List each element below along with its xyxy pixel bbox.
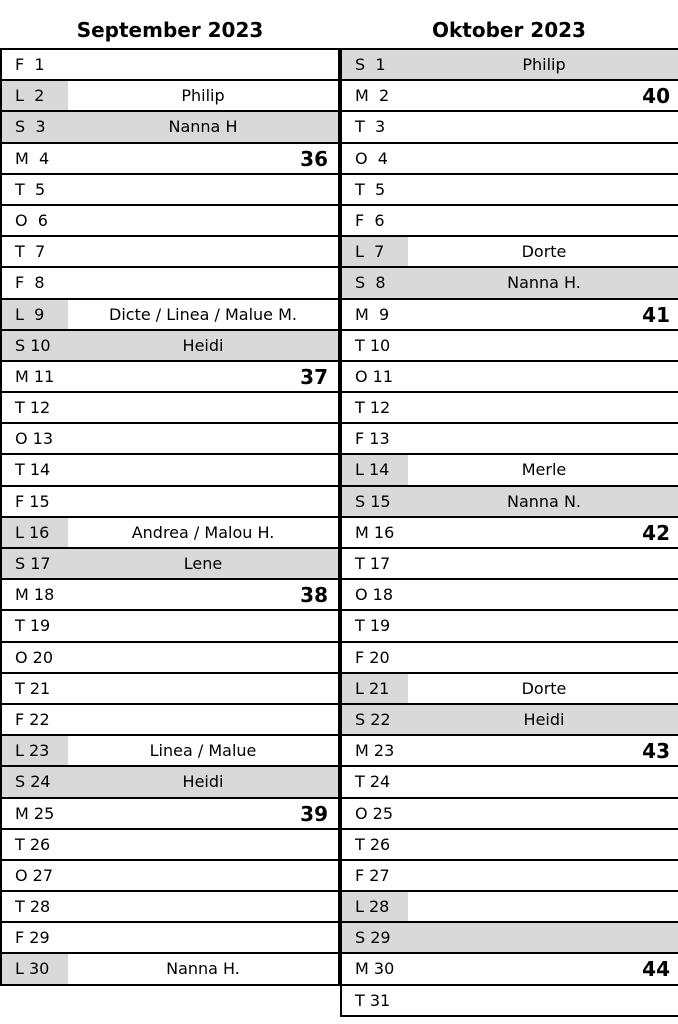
day-label: T 14 xyxy=(15,460,51,480)
month-title-oktober: Oktober 2023 xyxy=(432,18,586,42)
day-row xyxy=(2,487,340,518)
week-number: 38 xyxy=(300,583,328,608)
day-row xyxy=(342,362,678,393)
day-row xyxy=(2,144,340,175)
day-row xyxy=(342,518,678,549)
week-number: 37 xyxy=(300,364,328,389)
day-label: L 28 xyxy=(342,892,408,921)
day-row xyxy=(2,237,340,268)
day-label: O 11 xyxy=(355,366,394,386)
day-row xyxy=(2,175,340,206)
day-label: O 20 xyxy=(15,647,54,667)
day-label: F 27 xyxy=(355,865,390,885)
assignee-name: Heidi xyxy=(523,709,565,729)
day-label: F 22 xyxy=(15,709,50,729)
assignee-name: Dicte / Linea / Malue M. xyxy=(109,304,297,324)
day-label: F 20 xyxy=(355,647,390,667)
day-label: F 13 xyxy=(355,429,390,449)
day-row xyxy=(2,705,340,736)
day-row xyxy=(342,767,678,798)
day-label: T 10 xyxy=(355,335,391,355)
day-row xyxy=(2,799,340,830)
week-number: 41 xyxy=(642,302,670,327)
day-label: S 24 xyxy=(15,772,51,792)
day-row xyxy=(342,268,678,299)
month-column-september xyxy=(0,48,340,986)
day-label: T 24 xyxy=(355,772,391,792)
day-label: T 19 xyxy=(15,616,51,636)
assignee-name: Merle xyxy=(521,460,567,480)
day-row xyxy=(2,206,340,237)
assignee-name: Philip xyxy=(181,86,225,106)
day-label: O 13 xyxy=(15,429,54,449)
day-row xyxy=(342,892,678,923)
day-row xyxy=(342,175,678,206)
month-column-oktober xyxy=(340,48,678,1017)
assignee-name: Lene xyxy=(183,554,223,573)
assignee-name: Nanna H xyxy=(168,117,238,137)
day-label: M 25 xyxy=(15,803,55,823)
day-label: S 8 xyxy=(355,273,386,293)
day-label: O 27 xyxy=(15,865,54,885)
day-row xyxy=(342,393,678,424)
day-label: O 6 xyxy=(15,210,48,230)
assignee-name: Nanna H. xyxy=(507,273,581,293)
day-row xyxy=(2,455,340,486)
day-label: O 4 xyxy=(355,148,388,168)
day-label: S 1 xyxy=(355,55,386,74)
day-row xyxy=(2,643,340,674)
week-number: 43 xyxy=(642,739,670,764)
day-label: L 14 xyxy=(342,455,408,484)
day-row xyxy=(342,300,678,331)
day-row xyxy=(342,954,678,985)
day-row xyxy=(342,986,678,1017)
day-label: F 6 xyxy=(355,210,385,230)
week-number: 42 xyxy=(642,520,670,545)
day-row xyxy=(342,923,678,954)
day-label: M 11 xyxy=(15,366,55,386)
day-row xyxy=(342,705,678,736)
day-label: M 4 xyxy=(15,148,50,168)
day-row xyxy=(2,518,340,549)
day-label: T 28 xyxy=(15,897,51,917)
day-label: T 26 xyxy=(15,834,51,854)
day-label: F 1 xyxy=(15,55,45,74)
day-row xyxy=(342,861,678,892)
day-row xyxy=(342,799,678,830)
day-row xyxy=(2,580,340,611)
day-label: L 23 xyxy=(2,736,68,765)
day-label: F 8 xyxy=(15,273,45,293)
assignee-name: Philip xyxy=(522,55,566,74)
assignee-name: Nanna N. xyxy=(507,491,581,511)
week-number: 39 xyxy=(300,801,328,826)
day-label: T 21 xyxy=(15,678,51,698)
day-label: F 29 xyxy=(15,928,50,948)
day-label: L 7 xyxy=(342,237,408,266)
day-row xyxy=(342,48,678,81)
day-row xyxy=(2,611,340,642)
day-label: T 31 xyxy=(355,990,391,1010)
day-label: S 29 xyxy=(355,928,391,948)
day-label: O 18 xyxy=(355,585,394,605)
day-label: T 7 xyxy=(15,242,46,262)
day-row xyxy=(342,424,678,455)
day-row xyxy=(342,331,678,362)
day-label: T 12 xyxy=(15,398,51,418)
assignee-name: Dorte xyxy=(521,678,567,698)
day-row xyxy=(342,206,678,237)
assignee-name: Linea / Malue xyxy=(149,741,257,761)
day-row xyxy=(342,674,678,705)
day-label: S 22 xyxy=(355,709,391,729)
assignee-name: Heidi xyxy=(182,335,224,355)
day-row xyxy=(2,393,340,424)
day-row xyxy=(2,549,340,580)
day-row xyxy=(2,861,340,892)
day-label: T 19 xyxy=(355,616,391,636)
assignee-name: Heidi xyxy=(182,772,224,792)
month-title-september: September 2023 xyxy=(76,18,264,42)
week-number: 44 xyxy=(642,957,670,982)
day-row xyxy=(2,954,340,985)
day-label: O 25 xyxy=(355,803,394,823)
day-row xyxy=(342,487,678,518)
day-row xyxy=(342,580,678,611)
day-row xyxy=(342,237,678,268)
day-row xyxy=(342,112,678,143)
day-label: L 9 xyxy=(2,300,68,329)
day-row xyxy=(342,611,678,642)
day-label: T 5 xyxy=(15,179,46,199)
day-label: F 15 xyxy=(15,491,50,511)
day-label: T 26 xyxy=(355,834,391,854)
day-row xyxy=(342,81,678,112)
day-row xyxy=(2,112,340,143)
day-row xyxy=(2,424,340,455)
day-label: S 17 xyxy=(15,554,51,573)
day-row xyxy=(342,455,678,486)
day-label: T 12 xyxy=(355,398,391,418)
day-row xyxy=(342,830,678,861)
week-number: 40 xyxy=(642,84,670,109)
assignee-name: Nanna H. xyxy=(166,959,240,979)
day-label: M 30 xyxy=(355,959,395,979)
day-label: M 16 xyxy=(355,522,395,542)
day-label: L 30 xyxy=(2,954,68,983)
assignee-name: Dorte xyxy=(521,242,567,262)
day-label: L 16 xyxy=(2,518,68,547)
day-row xyxy=(342,736,678,767)
day-label: S 10 xyxy=(15,335,51,355)
week-number: 36 xyxy=(300,146,328,171)
day-label: T 3 xyxy=(355,117,386,137)
day-row xyxy=(2,81,340,112)
day-row xyxy=(342,643,678,674)
day-row xyxy=(2,736,340,767)
day-row xyxy=(2,830,340,861)
day-row xyxy=(2,331,340,362)
day-label: L 2 xyxy=(2,81,68,110)
day-row xyxy=(342,549,678,580)
day-row xyxy=(2,892,340,923)
day-row xyxy=(2,923,340,954)
day-row xyxy=(2,300,340,331)
day-row xyxy=(2,362,340,393)
day-label: L 21 xyxy=(342,674,408,703)
day-row xyxy=(2,767,340,798)
day-row xyxy=(2,48,340,81)
assignee-name: Andrea / Malou H. xyxy=(131,522,275,542)
day-row xyxy=(342,144,678,175)
day-label: S 3 xyxy=(15,117,46,137)
day-label: S 15 xyxy=(355,491,391,511)
day-row xyxy=(2,268,340,299)
day-label: M 18 xyxy=(15,585,55,605)
day-row xyxy=(2,674,340,705)
day-label: M 23 xyxy=(355,741,395,761)
day-label: M 9 xyxy=(355,304,390,324)
day-label: T 5 xyxy=(355,179,386,199)
day-label: M 2 xyxy=(355,86,390,106)
day-label: T 17 xyxy=(355,554,391,573)
